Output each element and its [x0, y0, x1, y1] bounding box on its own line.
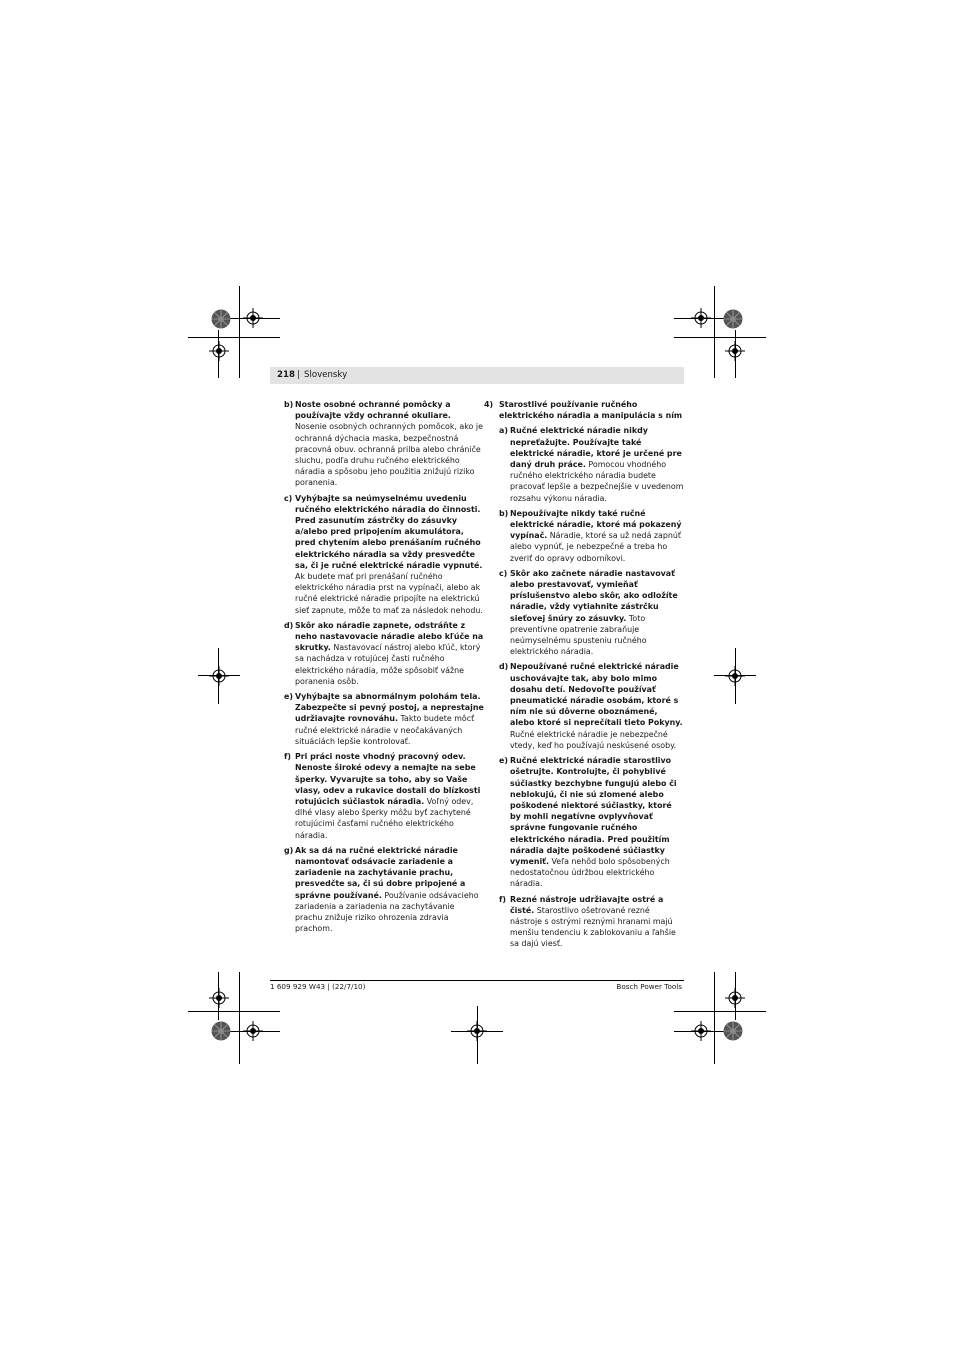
instruction-item-f: [284, 751, 484, 841]
crop-line: [674, 337, 766, 338]
item-emphasis: Noste osobné ochranné pomôcky a používajte vždy ochranné okuliare.: [295, 400, 451, 421]
crop-line: [188, 1011, 280, 1012]
item-label: c): [499, 568, 508, 578]
item-text: Nastavovací nástroj alebo kľúč, ktorý sa nachádza v rotujúcej časti ručného elektrického náradia, môže spôsobiť vážne poranenia osôb.: [295, 643, 481, 686]
item-label: f): [284, 752, 292, 762]
instruction-item-d: [499, 661, 684, 751]
instruction-item-b: [499, 508, 684, 564]
crop-line: [674, 1011, 766, 1012]
registration-mark-icon: [209, 341, 229, 361]
item-emphasis: Skôr ako náradie zapnete, odstráňte z neho nastavovacie náradie alebo kľúče na skrutky.: [295, 620, 484, 653]
item-emphasis: Ak sa dá na ručné elektrické náradie namontovať odsávacie zariadenie a zariadenie na zachytávanie prachu, presvedčte sa, či sú dobre pripojené a správne používané.: [295, 845, 466, 900]
item-text: Toto preventívne opatrenie zabraňuje neúmyselnému spusteniu ručného elektrického náradia.: [510, 613, 647, 657]
item-text: Voľný odev, dlhé vlasy alebo šperky môžu byť zachytené rotujúcimi časťami ručného elektrického náradia.: [295, 796, 474, 840]
item-emphasis: Nepoužívajte nikdy také ručné elektrické náradie, ktoré má pokazený vypínač.: [510, 508, 682, 541]
instruction-item-g: [284, 845, 484, 935]
footer-doc-number: 1 609 929 W43 | (22/7/10): [270, 982, 366, 991]
instruction-item-e: [499, 755, 684, 889]
instruction-item-a: [499, 425, 684, 503]
item-label: b): [499, 508, 509, 518]
instruction-item-c: [499, 568, 684, 658]
instruction-item-b: [284, 399, 484, 489]
item-label: c): [284, 493, 293, 503]
registration-mark-icon: [243, 1021, 263, 1041]
crop-line: [239, 286, 240, 378]
instruction-item-d: [284, 620, 484, 687]
item-text: Veľa nehôd bolo spôsobených nedostatočnou údržbou elektrického náradia.: [510, 856, 670, 889]
item-emphasis: Vyhýbajte sa abnormálnym polohám tela. Zabezpečte si pevný postoj, a neprestajne udržiavajte rovnováhu.: [295, 692, 484, 724]
color-disc-icon: [211, 1021, 231, 1041]
crop-line: [188, 337, 280, 338]
item-text: Starostlivo ošetrované rezné nástroje s ostrými reznými hranami majú menšiu tendenciu k zablokovaniu a ľahšie sa dajú viesť.: [510, 905, 676, 949]
header-separator: |: [297, 370, 300, 380]
color-disc-icon: [211, 309, 231, 329]
registration-mark-icon: [243, 308, 263, 328]
item-text: Takto budete môcť ručné elektrické náradie v neočakávaných situáciách lepšie kontrolovať.: [295, 714, 475, 746]
item-label: d): [284, 620, 294, 630]
item-emphasis: Nepoužívané ručné elektrické náradie uschovávajte tak, aby bolo mimo dosahu detí. Nedovoľte používať pneumatické náradie osobám, ktoré s ním nie sú dôverne oboznámené, alebo ktoré si neprečítali tieto Pokyny.: [510, 662, 683, 728]
item-text: Náradie, ktoré sa už nedá zapnúť alebo vypnúť, je nebezpečné a treba ho zveriť do opravy odborníkovi.: [510, 531, 681, 563]
left-column: [284, 399, 484, 938]
item-text: Nosenie osobných ochranných pomôcok, ako je ochranná dýchacia maska, bezpečnostná pracovná obuv. ochranná prilba alebo chrániče sluchu, podľa druhu ručného elektrického náradia a spôsobu jeho použitia znižujú riziko poranenia.: [295, 422, 483, 488]
instruction-item-e: [284, 691, 484, 747]
crop-line: [239, 972, 240, 1064]
item-text: Používanie odsávacieho zariadenia a zariadenia na zachytávanie prachu znižuje riziko ohrozenia zdravia prachom.: [295, 890, 479, 934]
item-text: Ručné elektrické náradie je nebezpečné vtedy, keď ho používajú neskúsené osoby.: [510, 729, 677, 750]
item-label: e): [284, 692, 293, 702]
item-emphasis: Skôr ako začnete náradie nastavovať alebo prestavovať, vymieňať príslušenstvo alebo skôr, ako odložíte náradie, vždy vytiahnite zástrčku sieťovej šnúry zo zásuvky.: [510, 568, 678, 623]
page-number: 218: [277, 370, 295, 380]
item-emphasis: Ručné elektrické náradie starostlivo ošetrujte. Kontrolujte, či pohyblivé súčiastky bezchybne fungujú alebo či neblokujú, či nie sú zlomené alebo poškodené niektoré súčiastky, ktoré by mohli negatívne ovplyvňovať správne fungovanie ručného elektrického náradia. Pred použitím náradia dajte poškodené súčiastky vymeniť.: [510, 756, 677, 866]
registration-mark-icon: [691, 308, 711, 328]
item-emphasis: Rezné nástroje udržiavajte ostré a čisté.: [510, 894, 664, 915]
registration-mark-icon: [209, 988, 229, 1008]
item-emphasis: Vyhýbajte sa neúmyselnému uvedeniu ručného elektrického náradia do činnosti. Pred zasunutím zástrčky do zásuvky a/alebo pred pripojením akumulátora, pred chytením alebo prenášaním ručného elektrického náradia sa vždy presvedčte sa, či je ručné elektrické náradie vypnuté.: [295, 493, 483, 570]
item-label: e): [499, 756, 508, 766]
item-emphasis: Pri práci noste vhodný pracovný odev. Nenoste široké odevy a nemajte na sebe šperky. Vyvarujte sa toho, aby so Vaše vlasy, odev a rukavice dostali do blízkosti rotujúcich súčiastok náradia.: [295, 752, 481, 806]
instruction-item-c: [284, 493, 484, 616]
instruction-item-f: [499, 894, 684, 950]
color-disc-icon: [723, 309, 743, 329]
registration-mark-icon: [209, 666, 229, 686]
item-text: Ak budete mať pri prenášaní ručného elektrického náradia prst na vypínači, alebo ak ručné elektrické náradie pripojíte na elektrickú sieť zapnute, môže to mať za následok nehodu.: [295, 572, 483, 615]
crop-line: [714, 286, 715, 378]
item-label: g): [284, 845, 294, 855]
item-label: f): [499, 894, 507, 904]
item-label: d): [499, 662, 509, 672]
footer-brand: Bosch Power Tools: [616, 982, 682, 991]
section-title: Starostlivé používanie ručného elektrického náradia a manipulácia s ním: [499, 400, 683, 421]
registration-mark-icon: [725, 666, 745, 686]
registration-mark-icon: [467, 1021, 487, 1041]
item-text: Pomocou vhodného ručného elektrického náradia budete pracovať lepšie a bezpečnejšie v uvedenom rozsahu výkonu náradia.: [510, 460, 684, 503]
crop-line: [714, 972, 715, 1064]
registration-mark-icon: [725, 341, 745, 361]
registration-mark-icon: [691, 1021, 711, 1041]
section-heading: [484, 399, 684, 421]
page-header: [270, 367, 684, 384]
registration-mark-icon: [725, 988, 745, 1008]
footer-rule: [270, 980, 684, 981]
item-emphasis: Ručné elektrické náradie nikdy nepreťažujte. Používajte také elektrické náradie, ktoré je určené pre daný druh práce.: [510, 426, 682, 470]
item-label: a): [499, 426, 508, 436]
language-label: Slovensky: [304, 370, 348, 380]
color-disc-icon: [723, 1021, 743, 1041]
section-number: 4): [484, 400, 494, 409]
item-label: b): [284, 400, 294, 409]
right-column: [484, 399, 684, 954]
